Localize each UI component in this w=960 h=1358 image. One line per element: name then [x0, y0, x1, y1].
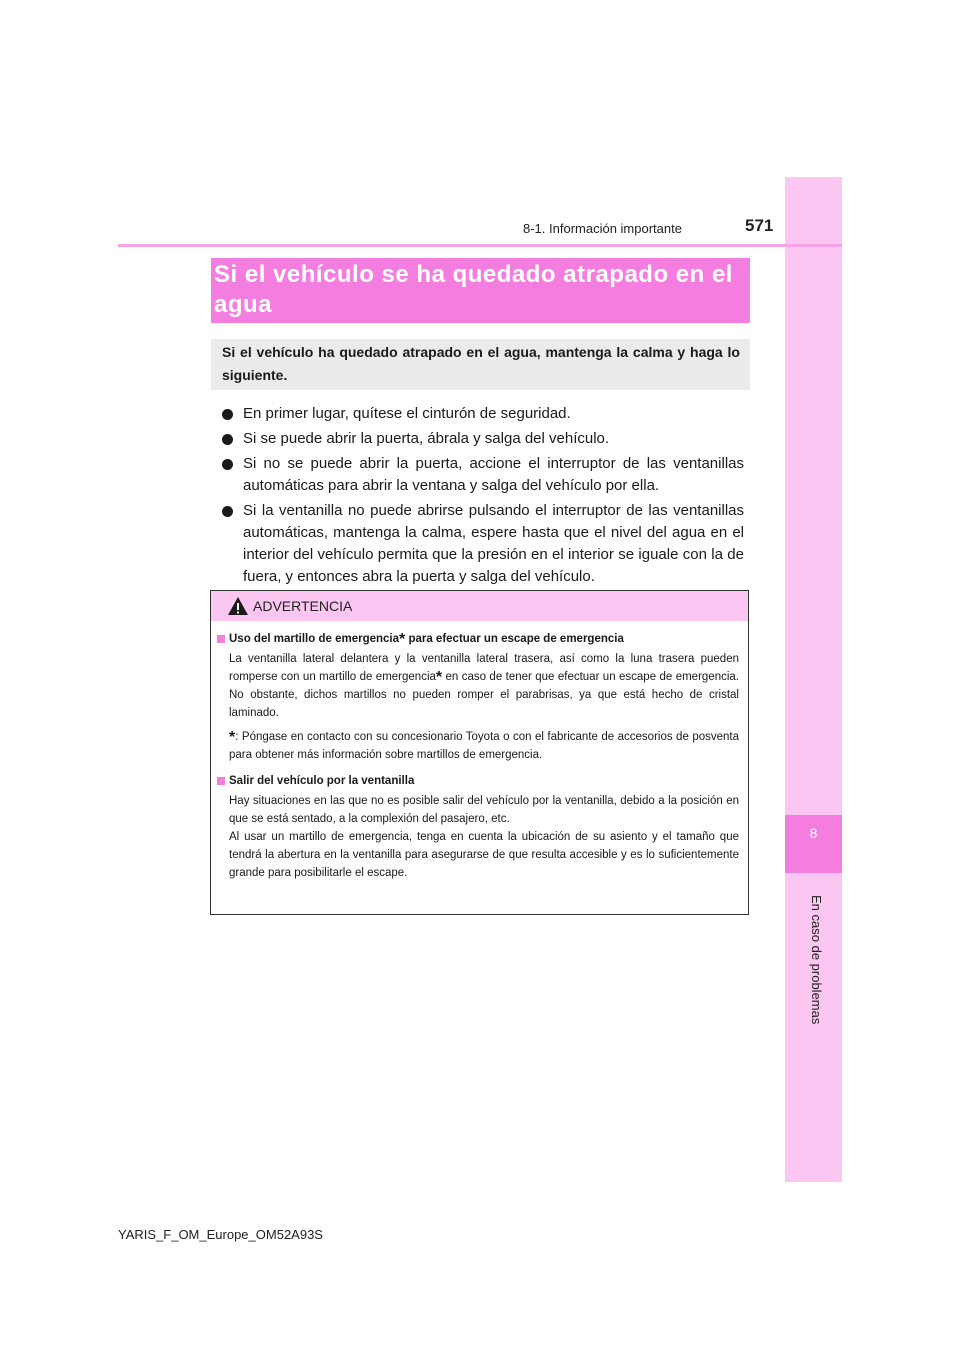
warning-heading: Uso del martillo de emergencia* para efectuar un escape de emergencia — [217, 630, 739, 648]
warning-footnote: *: Póngase en contacto con su concesionario Toyota o con el fabricante de accesorios de posventa para obtener más información sobre martillos de emergencia. — [229, 729, 739, 761]
instruction-list — [222, 403, 744, 591]
list-item: Si la ventanilla no puede abrirse pulsando el interruptor de las ventanillas automáticas, mantenga la calma, espere hasta que el nivel del agua en el interior del vehículo permita que la presión en el interior se iguale con la de fuera, y entonces abra la puerta y salga del vehículo. — [222, 500, 744, 588]
bullet-icon — [222, 434, 233, 445]
warning-triangle-icon — [227, 596, 249, 616]
intro-text: Si el vehículo ha quedado atrapado en el agua, mantenga la calma y haga lo siguiente. — [222, 344, 740, 383]
document-code: YARIS_F_OM_Europe_OM52A93S — [118, 1227, 323, 1242]
bullet-icon — [222, 459, 233, 470]
list-item: Si se puede abrir la puerta, ábrala y salga del vehículo. — [222, 428, 744, 450]
chapter-number: 8 — [809, 825, 818, 841]
section-title: Si el vehículo se ha quedado atrapado en el agua — [214, 261, 733, 318]
warning-body — [217, 630, 739, 888]
header-section-title: 8-1. Información importante — [523, 221, 682, 236]
square-bullet-icon — [217, 777, 225, 785]
warning-paragraph: La ventanilla lateral delantera y la ventanilla lateral trasera, así como la luna trasera pueden romperse con un martillo de emergencia* en caso de tener que efectuar un escape de emergencia. No obstante, dichos martillos no pueden romper el parabrisas, ya que está hecho de cristal laminado. — [229, 653, 739, 719]
bullet-icon — [222, 409, 233, 420]
list-item: En primer lugar, quítese el cinturón de seguridad. — [222, 403, 744, 425]
warning-title: ADVERTENCIA — [253, 598, 353, 614]
page-number: 571 — [745, 216, 774, 235]
warning-heading: Salir del vehículo por la ventanilla — [217, 772, 739, 790]
chapter-title: En caso de problemas — [809, 895, 824, 1025]
chapter-number-box — [785, 815, 842, 873]
warning-paragraph: Hay situaciones en las que no es posible salir del vehículo por la ventanilla, debido a la posición en que se está sentado, a la complexión del pasajero, etc. Al usar un martillo de emergencia, tenga en cuenta la ubicación de su asiento y el tamaño que tendrá la abertura en la ventanilla para asegurarse de que resulta accesible y es lo suficientemente grande para posibilitarle el escape. — [229, 795, 739, 879]
header-divider — [118, 244, 842, 247]
square-bullet-icon — [217, 635, 225, 643]
list-item: Si no se puede abrir la puerta, accione el interruptor de las ventanillas automáticas para abrir la ventana y salga del vehículo por ella. — [222, 453, 744, 497]
bullet-icon — [222, 506, 233, 517]
